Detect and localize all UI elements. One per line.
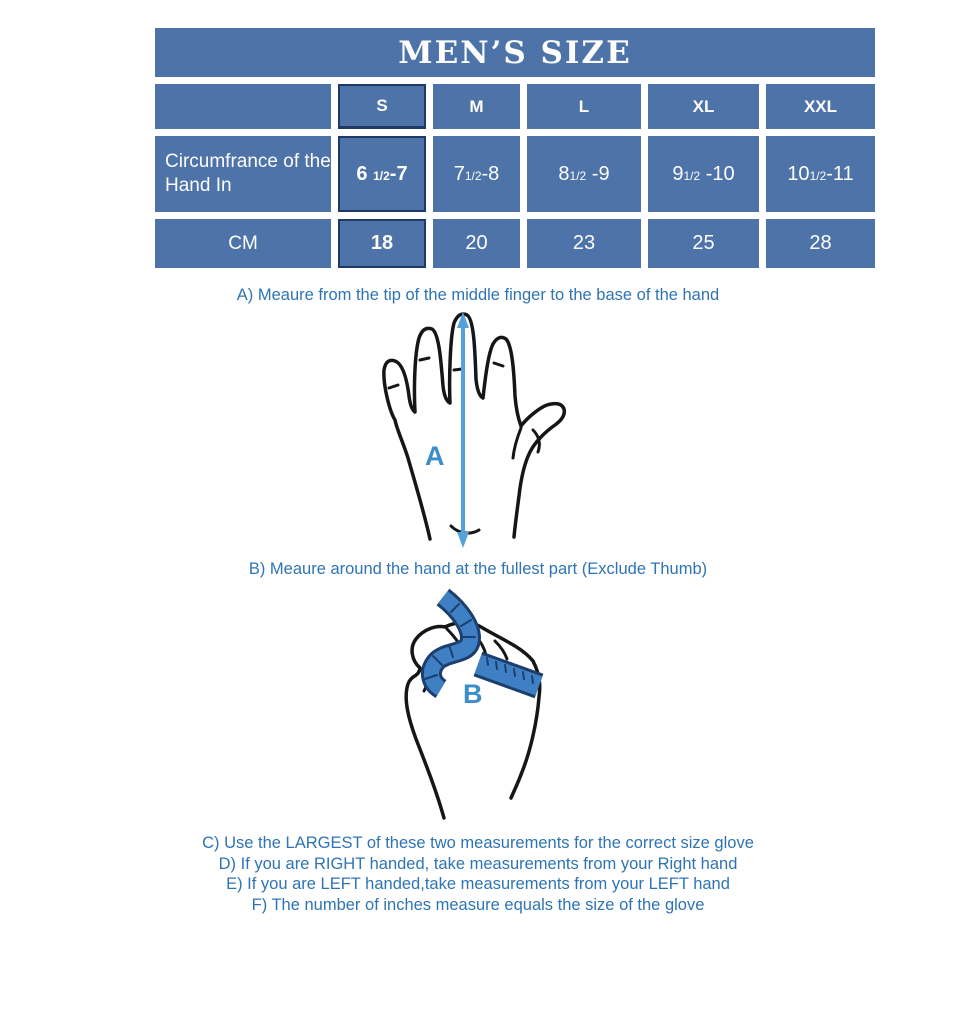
size-header-xl: XL (648, 84, 759, 129)
hand-circumference-diagram (381, 585, 606, 830)
instruction-d: D) If you are RIGHT handed, take measurements from your Right hand (218, 854, 738, 873)
instruction-e: E) If you are LEFT handed,take measurements from your LEFT hand (226, 875, 730, 893)
instruction-b: B) Meaure around the hand at the fullest part (Exclude Thumb) (248, 560, 708, 578)
cm-value-s: 18 (338, 219, 426, 268)
size-grid (155, 84, 875, 268)
inches-value-l (527, 136, 641, 212)
size-header-xxl: XXL (766, 84, 875, 129)
instruction-a: A) Meaure from the tip of the middle finger to the base of the hand (236, 286, 720, 304)
inches-value-text: 71/2-8 (453, 162, 500, 185)
mens-size-table (155, 28, 875, 268)
inches-value-xxl (766, 136, 875, 212)
inches-value-s (338, 136, 426, 212)
open-hand-outline (384, 314, 564, 539)
cm-value-xxl: 28 (766, 219, 875, 268)
table-title: MEN’S SIZE (155, 28, 875, 77)
inches-value-text: 81/2 -9 (558, 162, 610, 185)
inches-value-m (433, 136, 520, 212)
inches-value-text: 6 1/2-7 (356, 162, 408, 185)
hand-length-label: A (425, 441, 445, 471)
instruction-c: C) Use the LARGEST of these two measurements for the correct size glove (202, 834, 754, 852)
instruction-f: F) The number of inches measure equals the size of the glove (251, 895, 705, 914)
inches-value-text: 101/2-11 (787, 162, 854, 185)
inches-value-xl (648, 136, 759, 212)
hand-circumference-label: B (463, 679, 483, 709)
size-header-l: L (527, 84, 641, 129)
cm-value-l: 23 (527, 219, 641, 268)
size-header-s: S (338, 84, 426, 129)
hand-length-diagram (353, 306, 593, 554)
instructions-cf (0, 833, 956, 915)
inches-value-text: 91/2 -10 (672, 162, 735, 185)
corner-cell (155, 84, 331, 129)
row-label-cm: CM (155, 219, 331, 268)
row-label-inches: Circumfrance of the Hand In (155, 136, 331, 212)
cm-value-m: 20 (433, 219, 520, 268)
cm-value-xl: 25 (648, 219, 759, 268)
size-header-m: M (433, 84, 520, 129)
